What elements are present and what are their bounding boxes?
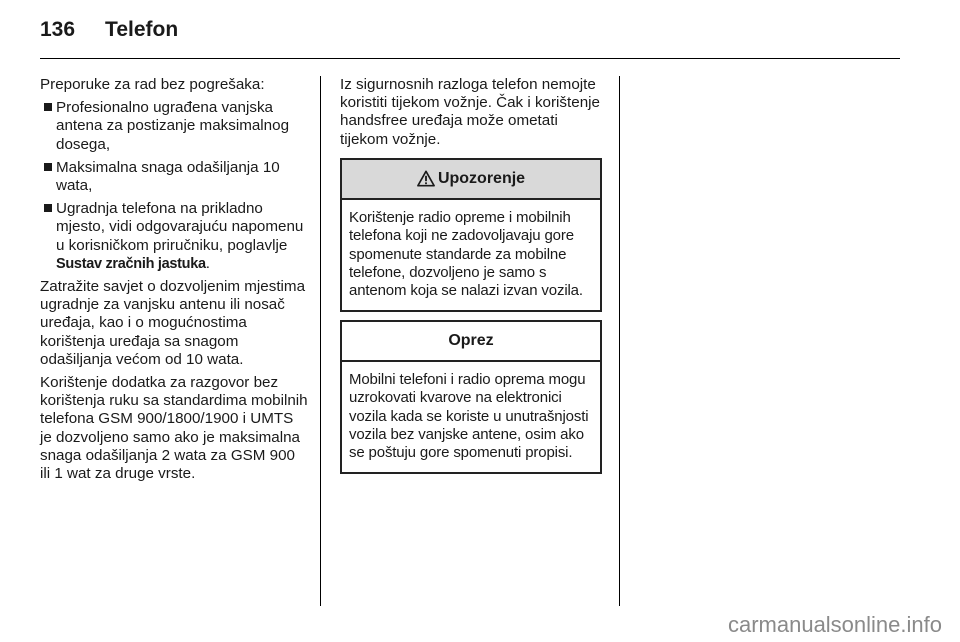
warning-header: [342, 160, 600, 200]
recommendation-list: [40, 99, 308, 273]
list-item-text: Maksimalna snaga odašiljanja 10 wata,: [56, 158, 280, 195]
bullet-square-icon: [44, 204, 52, 212]
handsfree-paragraph: Korištenje dodatka za razgovor bez korištenja ruku sa standardima mobilnih telefona GSM 900/1800/1900 i UMTS je dozvoljeno samo ako je maksimalna snaga odašiljanja 2 wata za GSM 900 ili 1 wat za druge vrste.: [40, 374, 308, 483]
list-item: [40, 200, 308, 273]
list-item: [40, 99, 308, 154]
page-title: Telefon: [105, 18, 179, 41]
bullet-square-icon: [44, 163, 52, 171]
warning-triangle-icon: [417, 170, 435, 187]
caution-header: [342, 322, 600, 362]
list-item: [40, 159, 308, 195]
list-item-text: Ugradnja telefona na prikladno mjesto, vidi odgovarajuću napomenu u korisničkom priručniku, poglavlje: [56, 200, 304, 254]
warning-box: [340, 158, 602, 312]
page-header: [40, 18, 178, 48]
column-middle: [340, 76, 602, 474]
watermark: carmanualsonline.info: [727, 612, 942, 637]
list-item-end: .: [205, 254, 210, 272]
intro-text: Preporuke za rad bez pogrešaka:: [40, 76, 265, 93]
column-left: [40, 76, 308, 488]
column-divider-left: [320, 76, 321, 606]
warning-body: Korištenje radio opreme i mobilnih telefona koji ne zadovoljavaju gore spomenute standarde za mobilne telefone, dozvoljeno je samo s antenom koja se nalazi izvan vozila.: [349, 208, 583, 300]
caution-box: [340, 320, 602, 474]
caution-body: Mobilni telefoni i radio oprema mogu uzrokovati kvarove na elektronici vozila kada se koriste u unutrašnjosti vozila bez vanjske antene, osim ako se poštuju gore spomenuti propisi.: [349, 370, 589, 462]
antenna-advice-paragraph: Zatražite savjet o dozvoljenim mjestima ugradnje za vanjsku antenu ili nosač uređaja, kao i o mogućnostima korištenja uređaja sa snagom odašiljanja većom od 10 wata.: [40, 278, 306, 368]
caution-title: Oprez: [448, 331, 494, 349]
column-divider-right: [619, 76, 620, 606]
page-number: 136: [40, 18, 76, 41]
safety-intro-text: Iz sigurnosnih razloga telefon nemojte koristiti tijekom vožnje. Čak i korištenje handsfree uređaja može ometati tijekom vožnje.: [340, 76, 600, 148]
list-item-text: Profesionalno ugrađena vanjska antena za postizanje maksimalnog dosega,: [56, 99, 290, 153]
warning-title: Upozorenje: [437, 169, 526, 187]
airbag-chapter-link[interactable]: Sustav zračnih jastuka: [56, 255, 206, 272]
header-divider: [40, 58, 900, 59]
bullet-square-icon: [44, 103, 52, 111]
